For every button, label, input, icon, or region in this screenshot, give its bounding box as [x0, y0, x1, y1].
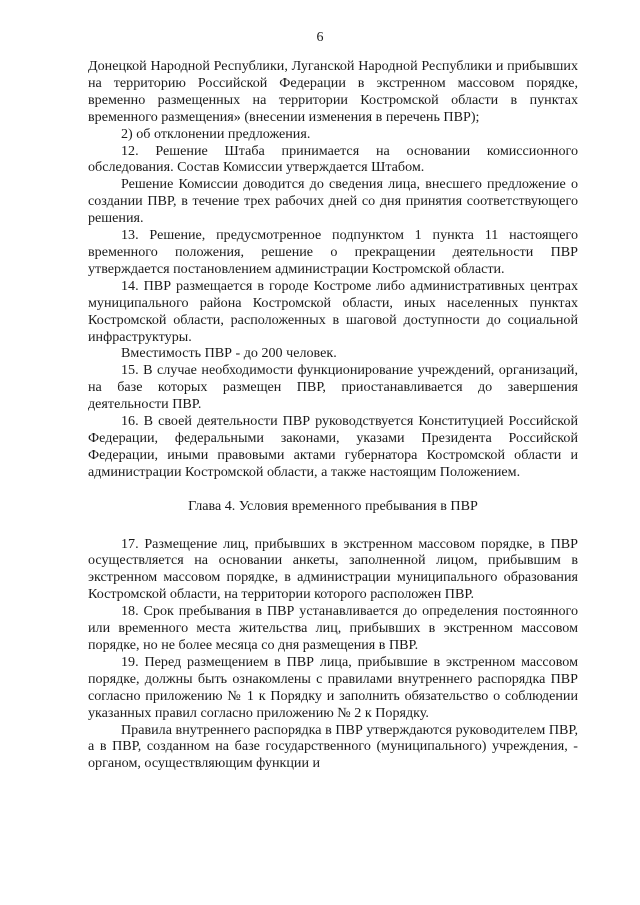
paragraph-14: 14. ПВР размещается в городе Костроме либо административных центрах муниципального района Костромской области, иных населенных пунктах Костромской области, расположенных в шаговой доступности до социальной инфраструктуры.	[88, 277, 578, 345]
paragraph-commission-decision: Решение Комиссии доводится до сведения лица, внесшего предложение о создании ПВР, в течение трех рабочих дней со дня принятия соответствующего решения.	[88, 176, 578, 227]
document-body	[88, 58, 578, 772]
page-number: 6	[316, 30, 324, 45]
paragraph-13: 13. Решение, предусмотренное подпунктом 1 пункта 11 настоящего временного положения, решение о прекращении деятельности ПВР утверждается постановлением администрации Костромской области.	[88, 227, 578, 277]
paragraph-16: 16. В своей деятельности ПВР руководствуется Конституцией Российской Федерации, федеральными законами, указами Президента Российской Федерации, иными правовыми актами губернатора Костромской области и администрации Костромской области, а также настоящим Положением.	[88, 413, 578, 480]
paragraph-capacity: Вместимость ПВР - до 200 человек.	[121, 345, 337, 362]
paragraph-12: 12. Решение Штаба принимается на основании комиссионного обследования. Состав Комиссии утверждается Штабом.	[88, 142, 578, 176]
paragraph-continuation: Донецкой Народной Республики, Луганской Народной Республики и прибывших на территорию Российской Федерации в экстренном массовом порядке, временно размещенных на территории Костромской области в пунктах временного размещения» (внесении изменения в перечень ПВР);	[88, 58, 578, 125]
paragraph-19: 19. Перед размещением в ПВР лица, прибывшие в экстренном массовом порядке, должны быть ознакомлены с правилами внутреннего распорядка ПВР согласно приложению № 1 к Порядку и заполнить обязательство о соблюдении указанных правил согласно приложению № 2 к Порядку.	[88, 653, 578, 721]
chapter-heading: Глава 4. Условия временного пребывания в ПВР	[188, 497, 478, 514]
paragraph-18: 18. Срок пребывания в ПВР устанавливается до определения постоянного или временного места жительства лиц, прибывших в экстренном массовом порядке, но не более месяца со дня размещения в ПВР.	[88, 603, 578, 653]
paragraph-internal-rules: Правила внутреннего распорядка в ПВР утверждаются руководителем ПВР, а в ПВР, созданном на базе государственного (муниципального) учреждения, - органом, осуществляющим функции и	[88, 721, 578, 772]
paragraph-17: 17. Размещение лиц, прибывших в экстренном массовом порядке, в ПВР осуществляется на основании анкеты, заполненной лицом, прибывшим в экстренном массовом порядке, в администрации муниципального образования Костромской области, на территории которого расположен ПВР.	[88, 535, 578, 603]
paragraph-item-2: 2) об отклонении предложения.	[121, 125, 311, 142]
paragraph-15: 15. В случае необходимости функционирование учреждений, организаций, на базе которых размещен ПВР, приостанавливается до завершения деятельности ПВР.	[88, 362, 578, 413]
